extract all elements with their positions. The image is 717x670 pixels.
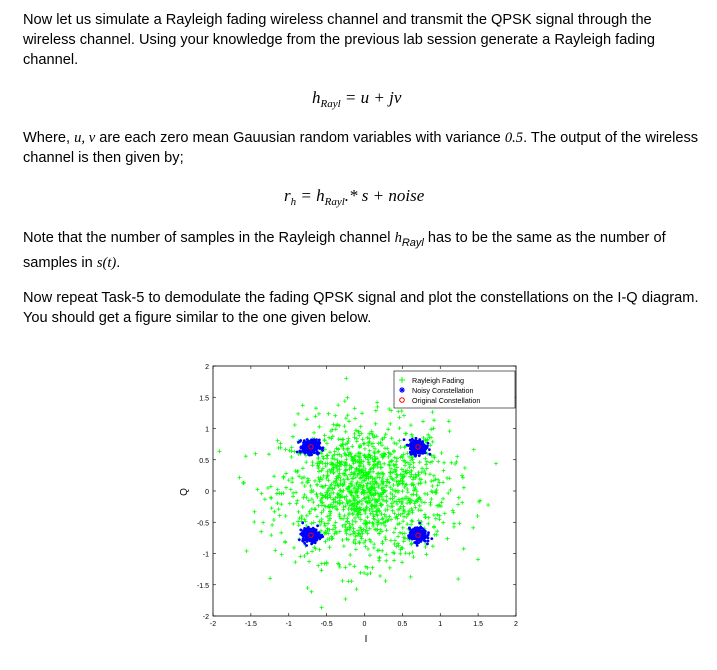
noisy-point (415, 437, 418, 440)
x-tick-label: 1.5 (473, 621, 483, 628)
y-tick-label: -1.5 (196, 582, 209, 590)
noisy-point (419, 526, 422, 529)
x-tick-label: 2 (514, 621, 518, 628)
noisy-point (310, 543, 313, 546)
noisy-point (416, 529, 419, 532)
legend-label: Original Constellation (412, 396, 481, 405)
noisy-point (316, 524, 319, 527)
noisy-point (420, 532, 423, 535)
noisy-point (304, 535, 307, 538)
x-axis-label: I (364, 634, 368, 645)
noisy-point (308, 454, 311, 457)
x-tick-label: 1 (438, 621, 443, 628)
noisy-point (315, 532, 318, 535)
noisy-point (428, 448, 431, 451)
rayleigh-equation: $h_{Rayl} = u$ + jv (312, 88, 402, 110)
noisy-point (426, 543, 429, 546)
noisy-point (315, 452, 318, 455)
noisy-point (315, 442, 318, 445)
x-tick-label: -1.5 (244, 621, 257, 628)
noisy-point (418, 454, 421, 457)
noisy-point (300, 446, 303, 449)
y-tick-label: -2 (202, 614, 209, 621)
noisy-point (427, 442, 430, 445)
noisy-point (305, 544, 308, 547)
noisy-point (304, 447, 307, 450)
noisy-point (407, 444, 410, 447)
noisy-point (307, 530, 310, 533)
noisy-point (423, 444, 426, 447)
noisy-point (303, 443, 306, 446)
noisy-point (303, 529, 306, 532)
noisy-point (308, 538, 311, 541)
noisy-point (299, 529, 302, 532)
noisy-point (426, 445, 429, 448)
task-paragraph: Now repeat Task-5 to demodulate the fading QPSK signal and plot the constellations on the I-Q diagram. You should get a figure similar to the one given below. (23, 290, 699, 326)
y-tick-label: -1 (202, 551, 209, 559)
noisy-point (307, 442, 310, 445)
y-tick-label: 1.5 (199, 395, 209, 403)
noisy-point (409, 531, 412, 534)
noisy-point (317, 446, 320, 449)
noisy-point (411, 529, 414, 532)
noisy-point (403, 438, 406, 441)
y-axis-label: Q (179, 488, 190, 496)
noisy-point (411, 444, 414, 447)
noisy-point (313, 451, 316, 454)
x-tick-label: -1 (285, 621, 292, 628)
noisy-point (301, 522, 304, 525)
noisy-point (416, 544, 419, 547)
noisy-point (311, 441, 314, 444)
noisy-point (299, 439, 302, 442)
noisy-point (427, 540, 430, 543)
noisy-point (321, 535, 324, 538)
chart-legend (394, 371, 515, 408)
x-tick-label: -2 (209, 621, 217, 628)
x-tick-label: -0.5 (320, 621, 333, 628)
y-tick-label: 0 (205, 489, 209, 496)
channel-output-equation: $r_h = h_{Rayl}.*$ s + noise (284, 186, 425, 208)
noisy-point (423, 532, 426, 535)
noisy-point (301, 539, 304, 542)
y-tick-label: 2 (205, 364, 209, 371)
iq-constellation-chart (160, 352, 540, 652)
intro-paragraph: Now let us simulate a Rayleigh fading wireless channel and transmit the QPSK signal through the wireless channel. Using your knowledge from the previous lab session generate a Rayleigh fading channel. (23, 12, 655, 68)
noisy-point (298, 538, 301, 541)
noisy-point (419, 450, 422, 453)
noisy-point (296, 451, 299, 454)
noisy-point (426, 535, 429, 538)
noisy-point (304, 539, 307, 542)
noisy-point (410, 536, 413, 539)
noisy-point (412, 448, 415, 451)
noisy-point (313, 538, 316, 541)
x-tick-label: 0.5 (397, 621, 408, 628)
noisy-point (414, 453, 417, 456)
noisy-point (422, 448, 425, 451)
y-tick-label: 0.5 (199, 457, 209, 465)
noisy-point (430, 537, 433, 540)
noisy-point (415, 541, 418, 544)
variables-paragraph: Where, u, v are each zero mean Gauusian random variables with variance 0.5. The output of the wireless channel is then given by; (23, 130, 699, 166)
noisy-point (314, 439, 317, 442)
noisy-point (417, 440, 420, 443)
noisy-point (411, 438, 414, 441)
noisy-point (423, 529, 426, 532)
x-tick-label: 0 (362, 621, 367, 628)
note-paragraph: Note that the number of samples in the Rayleigh channel $h_{Rayl}$ has to be the same as the number of samples in s(t). (23, 230, 666, 271)
y-tick-label: -0.5 (196, 520, 209, 528)
noisy-point (424, 539, 427, 542)
y-tick-label: 1 (205, 426, 209, 434)
noisy-point (413, 534, 416, 537)
legend-label: Rayleigh Fading (412, 376, 464, 385)
noisy-point (408, 527, 411, 530)
noisy-point (428, 453, 431, 456)
noisy-point (410, 441, 413, 444)
noisy-point (418, 522, 421, 525)
noisy-point (318, 439, 321, 442)
legend-label: Noisy Constellation (412, 386, 474, 395)
